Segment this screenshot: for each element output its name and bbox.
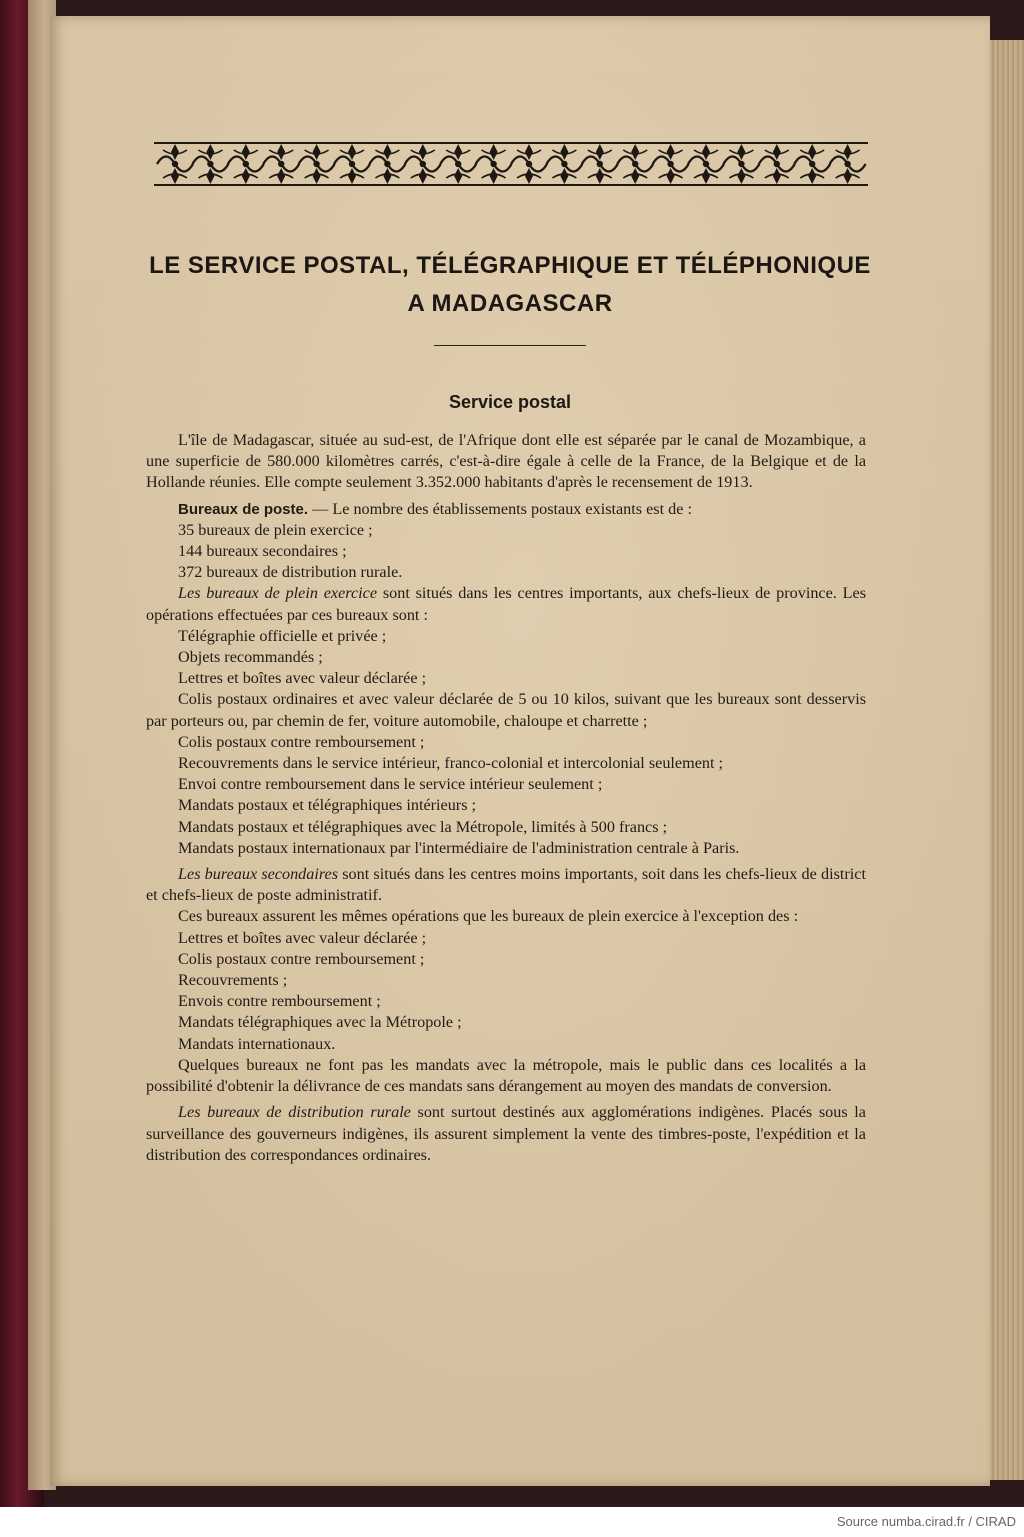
rurale-label: Les bureaux de distribution rurale [178,1103,411,1122]
count-item: 372 bureaux de distribution rurale. [178,563,403,582]
operation-item: Mandats postaux internationaux par l'intermédiaire de l'administration centrale à Paris. [178,838,740,857]
plein-exercice-paragraph [146,583,866,625]
exception-item: Mandats télégraphiques avec la Métropole ; [178,1013,462,1032]
article-body [146,430,866,1166]
bureaux-label: Bureaux de poste. [178,500,309,518]
operation-item: Télégraphie officielle et privée ; [178,626,387,645]
secondaires-label: Les bureaux secondaires [178,865,339,884]
secondaires-assurent-paragraph: Ces bureaux assurent les mêmes opérations que les bureaux de plein exercice à l'exception des : [178,907,799,926]
page-stack-edges [990,40,1024,1480]
section-heading: Service postal [448,392,572,412]
exception-item: Lettres et boîtes avec valeur déclarée ; [178,928,427,947]
operation-item: Colis postaux contre remboursement ; [178,732,425,751]
title-line-1: LE SERVICE POSTAL, TÉLÉGRAPHIQUE ET TÉLÉPHONIQUE [149,252,871,279]
exception-item: Colis postaux contre remboursement ; [178,949,425,968]
operation-item: Envoi contre remboursement dans le service intérieur seulement ; [178,775,603,794]
title-divider [434,345,586,346]
operation-item: Recouvrements dans le service intérieur, franco-colonial et intercolonial seulement ; [178,754,724,773]
quelques-paragraph: Quelques bureaux ne font pas les mandats avec la métropole, mais le public dans ces localités a la possibilité d'obtenir la délivrance de ces mandats sans dérangement au moyen des mandats de conversion. [146,1055,866,1096]
plein-text: sont situés dans les centres importants, aux chefs-lieux de province. Les opérations effectuées par ces bureaux sont : [146,584,866,624]
intro-paragraph: L'île de Madagascar, située au sud-est, de l'Afrique dont elle est séparée par le canal de Mozambique, a une superficie de 580.000 kilomètres carrés, c'est-à-dire égale à celle de la France, de la Belgique et de la Hollande réunies. Elle compte seulement 3.352.000 habitants d'après le recensement de 1913. [146,431,866,492]
operation-item: Mandats postaux et télégraphiques avec la Métropole, limités à 500 francs ; [178,817,668,836]
source-credit: Source numba.cirad.fr / CIRAD [836,1514,1016,1529]
plein-label: Les bureaux de plein exercice [178,584,378,603]
rurale-paragraph [146,1102,866,1166]
exception-item: Recouvrements ; [178,971,288,990]
title-line-2: A MADAGASCAR [407,290,613,317]
decorative-border-ornament [154,140,868,188]
exception-item: Envois contre remboursement ; [178,992,381,1011]
bureaux-text: — Le nombre des établissements postaux existants est de : [308,499,692,518]
secondaires-paragraph [146,864,866,906]
exception-item: Mandats internationaux. [178,1034,336,1053]
secondaires-text: sont situés dans les centres moins importants, soit dans les chefs-lieux de district et chefs-lieux de poste administratif. [146,865,866,905]
operation-item: Lettres et boîtes avec valeur déclarée ; [178,669,427,688]
operation-item: Colis postaux ordinaires et avec valeur déclarée de 5 ou 10 kilos, suivant que les bureaux sont desservis par porteurs ou, par chemin de fer, voiture automobile, chaloupe et charrette ; [146,690,866,730]
operation-item: Objets recommandés ; [178,648,323,667]
bureaux-paragraph [146,499,866,520]
count-item: 144 bureaux secondaires ; [178,542,347,561]
rurale-text: sont surtout destinés aux agglomérations indigènes. Placés sous la surveillance des gouverneurs indigènes, ils assurent simplement la vente des timbres-poste, l'expédition et la distribution des correspondances ordinaires. [146,1103,866,1164]
count-item: 35 bureaux de plein exercice ; [178,520,373,539]
operation-item: Mandats postaux et télégraphiques intérieurs ; [178,796,477,815]
